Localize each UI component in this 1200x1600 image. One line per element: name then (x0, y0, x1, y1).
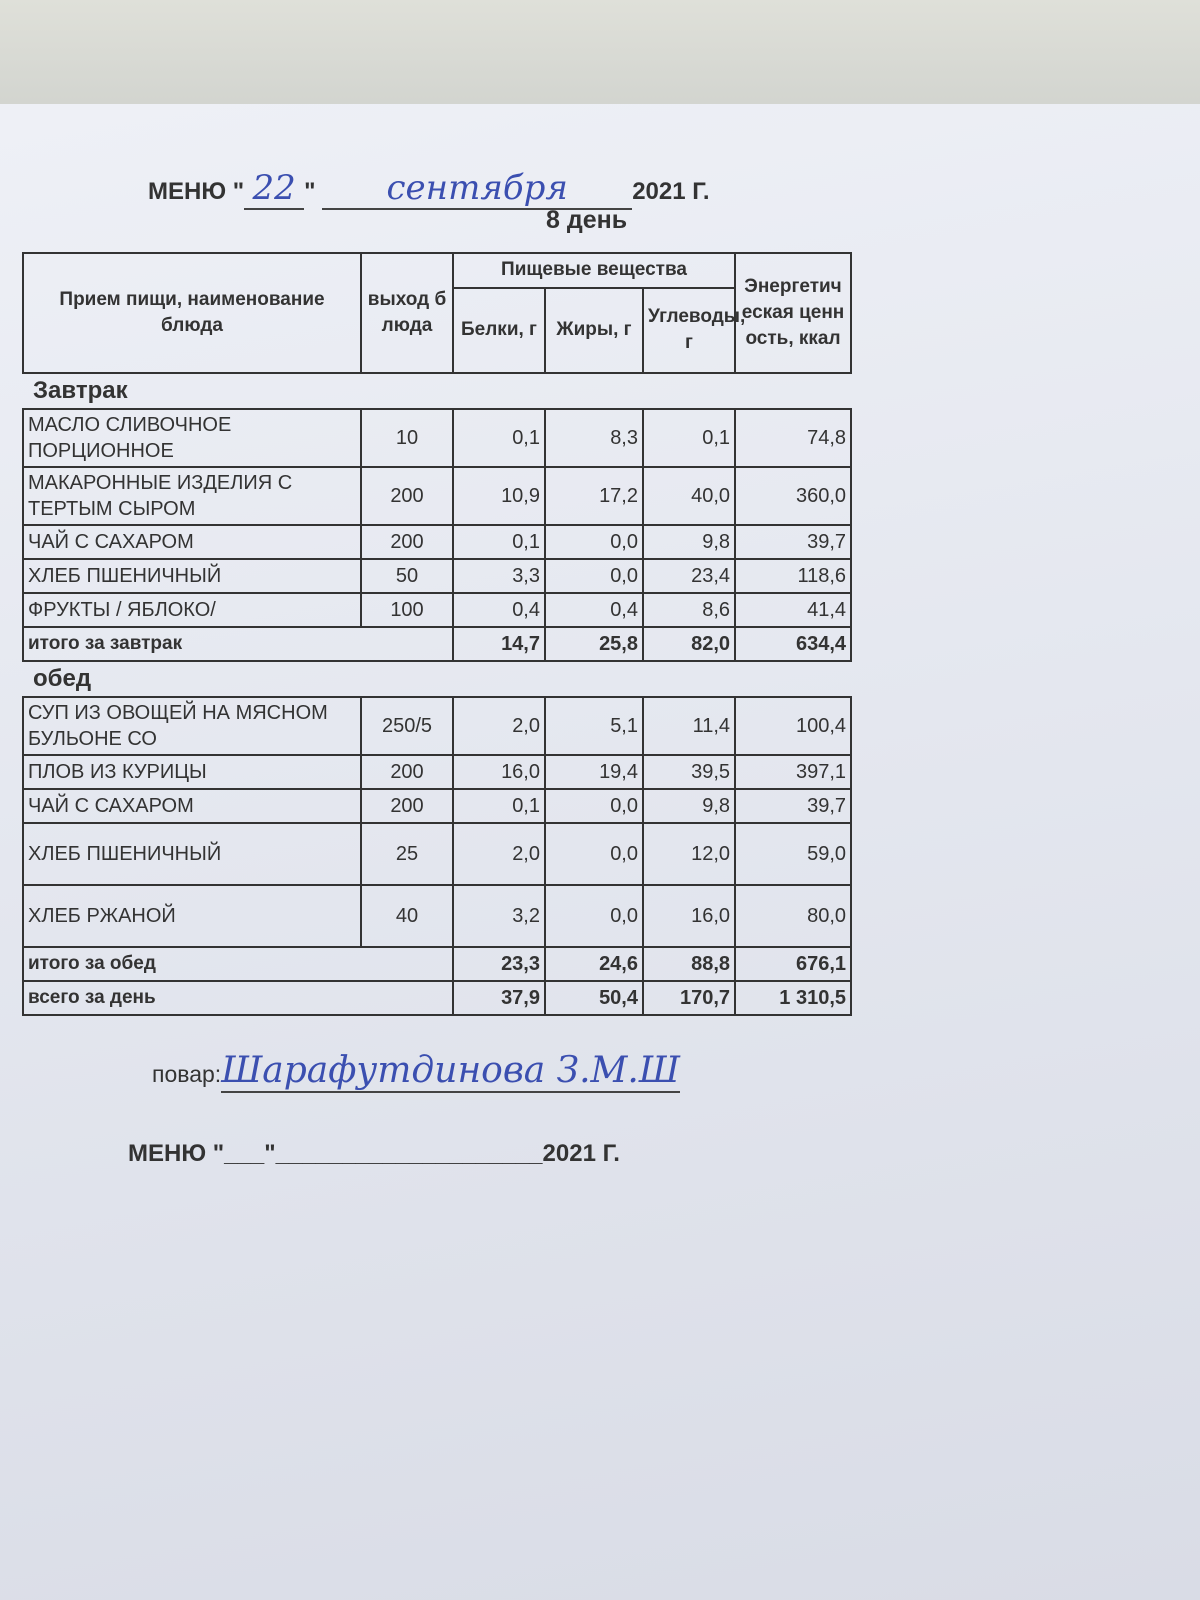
total-label: итого за обед (23, 947, 453, 981)
menu-month-handwritten: сентября (322, 168, 632, 210)
table-row (23, 697, 851, 755)
dish-carbs: 12,0 (643, 823, 735, 885)
menu-day-handwritten: 22 (244, 168, 304, 210)
cook-label: повар: (152, 1061, 222, 1087)
table-row (23, 409, 851, 467)
day-number: 8 день (546, 206, 628, 234)
dish-protein: 16,0 (453, 755, 545, 789)
dish-protein: 3,2 (453, 885, 545, 947)
dish-yield: 40 (361, 885, 453, 947)
dish-name: МАСЛО СЛИВОЧНОЕ ПОРЦИОННОЕ (23, 409, 361, 467)
total-energy: 1 310,5 (735, 981, 851, 1015)
dish-yield: 200 (361, 789, 453, 823)
dish-protein: 10,9 (453, 467, 545, 525)
dish-name: СУП ИЗ ОВОЩЕЙ НА МЯСНОМ БУЛЬОНЕ СО (23, 697, 361, 755)
cook-signature: Шарафутдинова З.М.Ш (221, 1050, 680, 1091)
dish-carbs: 23,4 (643, 559, 735, 593)
col-yield-header: выход блюда (361, 253, 453, 373)
dish-name: ЧАЙ С САХАРОМ (23, 789, 361, 823)
dish-fat: 0,0 (545, 823, 643, 885)
table-row (23, 467, 851, 525)
dish-protein: 2,0 (453, 823, 545, 885)
dish-carbs: 0,1 (643, 409, 735, 467)
dish-energy: 39,7 (735, 525, 851, 559)
dish-yield: 25 (361, 823, 453, 885)
dish-protein: 2,0 (453, 697, 545, 755)
dish-fat: 0,0 (545, 559, 643, 593)
menu-header: МЕНЮ " 22 " сентября 2021 Г. (148, 168, 710, 208)
col-fat-header: Жиры, г (545, 288, 643, 373)
next-menu-header: МЕНЮ "___"____________________2021 Г. (128, 1140, 620, 1167)
dish-carbs: 39,5 (643, 755, 735, 789)
dish-yield: 100 (361, 593, 453, 627)
total-carbs: 170,7 (643, 981, 735, 1015)
dish-energy: 39,7 (735, 789, 851, 823)
dish-yield: 200 (361, 525, 453, 559)
dish-yield: 10 (361, 409, 453, 467)
dish-carbs: 8,6 (643, 593, 735, 627)
next-menu-label: МЕНЮ (128, 1140, 207, 1167)
table-row (23, 525, 851, 559)
table-row (23, 823, 851, 885)
background-wall (0, 0, 1200, 110)
total-protein: 23,3 (453, 947, 545, 981)
dish-name: ФРУКТЫ / ЯБЛОКО/ (23, 593, 361, 627)
table-row (23, 593, 851, 627)
dish-name: ХЛЕБ ПШЕНИЧНЫЙ (23, 559, 361, 593)
dish-name: ХЛЕБ ПШЕНИЧНЫЙ (23, 823, 361, 885)
menu-year: 2021 Г. (632, 178, 710, 205)
dish-fat: 5,1 (545, 697, 643, 755)
dish-protein: 0,4 (453, 593, 545, 627)
total-energy: 676,1 (735, 947, 851, 981)
day-total-row (23, 981, 851, 1015)
menu-table (22, 252, 852, 1016)
dish-fat: 17,2 (545, 467, 643, 525)
total-label: итого за завтрак (23, 627, 453, 661)
dish-fat: 19,4 (545, 755, 643, 789)
menu-label: МЕНЮ (148, 178, 227, 205)
cook-line (152, 1050, 680, 1093)
lunch-total-row (23, 947, 851, 981)
dish-carbs: 40,0 (643, 467, 735, 525)
next-menu-day-blank: ___ (224, 1140, 265, 1167)
next-menu-year: 2021 Г. (542, 1140, 620, 1167)
table-row (23, 755, 851, 789)
dish-yield: 200 (361, 755, 453, 789)
dish-energy: 360,0 (735, 467, 851, 525)
dish-carbs: 9,8 (643, 525, 735, 559)
dish-energy: 74,8 (735, 409, 851, 467)
dish-name: МАКАРОННЫЕ ИЗДЕЛИЯ С ТЕРТЫМ СЫРОМ (23, 467, 361, 525)
dish-fat: 0,0 (545, 789, 643, 823)
dish-fat: 8,3 (545, 409, 643, 467)
total-protein: 14,7 (453, 627, 545, 661)
total-carbs: 82,0 (643, 627, 735, 661)
total-energy: 634,4 (735, 627, 851, 661)
dish-name: ЧАЙ С САХАРОМ (23, 525, 361, 559)
next-menu-month-blank: ____________________ (275, 1140, 543, 1167)
dish-energy: 80,0 (735, 885, 851, 947)
dish-energy: 59,0 (735, 823, 851, 885)
total-fat: 50,4 (545, 981, 643, 1015)
col-carbs-header: Углеводы, г (643, 288, 735, 373)
section-lunch: обед (33, 665, 92, 692)
dish-yield: 250/5 (361, 697, 453, 755)
table-row (23, 885, 851, 947)
col-protein-header: Белки, г (453, 288, 545, 373)
total-label: всего за день (23, 981, 453, 1015)
dish-carbs: 9,8 (643, 789, 735, 823)
table-row (23, 559, 851, 593)
dish-carbs: 11,4 (643, 697, 735, 755)
col-nutrients-header: Пищевые вещества (453, 253, 735, 288)
dish-name: ПЛОВ ИЗ КУРИЦЫ (23, 755, 361, 789)
dish-protein: 3,3 (453, 559, 545, 593)
total-protein: 37,9 (453, 981, 545, 1015)
dish-energy: 100,4 (735, 697, 851, 755)
total-carbs: 88,8 (643, 947, 735, 981)
dish-energy: 118,6 (735, 559, 851, 593)
dish-name: ХЛЕБ РЖАНОЙ (23, 885, 361, 947)
section-breakfast: Завтрак (33, 377, 128, 404)
dish-protein: 0,1 (453, 409, 545, 467)
dish-fat: 0,4 (545, 593, 643, 627)
dish-protein: 0,1 (453, 525, 545, 559)
total-fat: 24,6 (545, 947, 643, 981)
breakfast-total-row (23, 627, 851, 661)
dish-protein: 0,1 (453, 789, 545, 823)
dish-fat: 0,0 (545, 525, 643, 559)
dish-energy: 397,1 (735, 755, 851, 789)
total-fat: 25,8 (545, 627, 643, 661)
col-energy-header: Энергетическая ценность, ккал (735, 253, 851, 373)
col-meal-header: Прием пищи, наименование блюда (23, 253, 361, 373)
dish-yield: 50 (361, 559, 453, 593)
dish-fat: 0,0 (545, 885, 643, 947)
dish-energy: 41,4 (735, 593, 851, 627)
table-row (23, 789, 851, 823)
dish-yield: 200 (361, 467, 453, 525)
dish-carbs: 16,0 (643, 885, 735, 947)
